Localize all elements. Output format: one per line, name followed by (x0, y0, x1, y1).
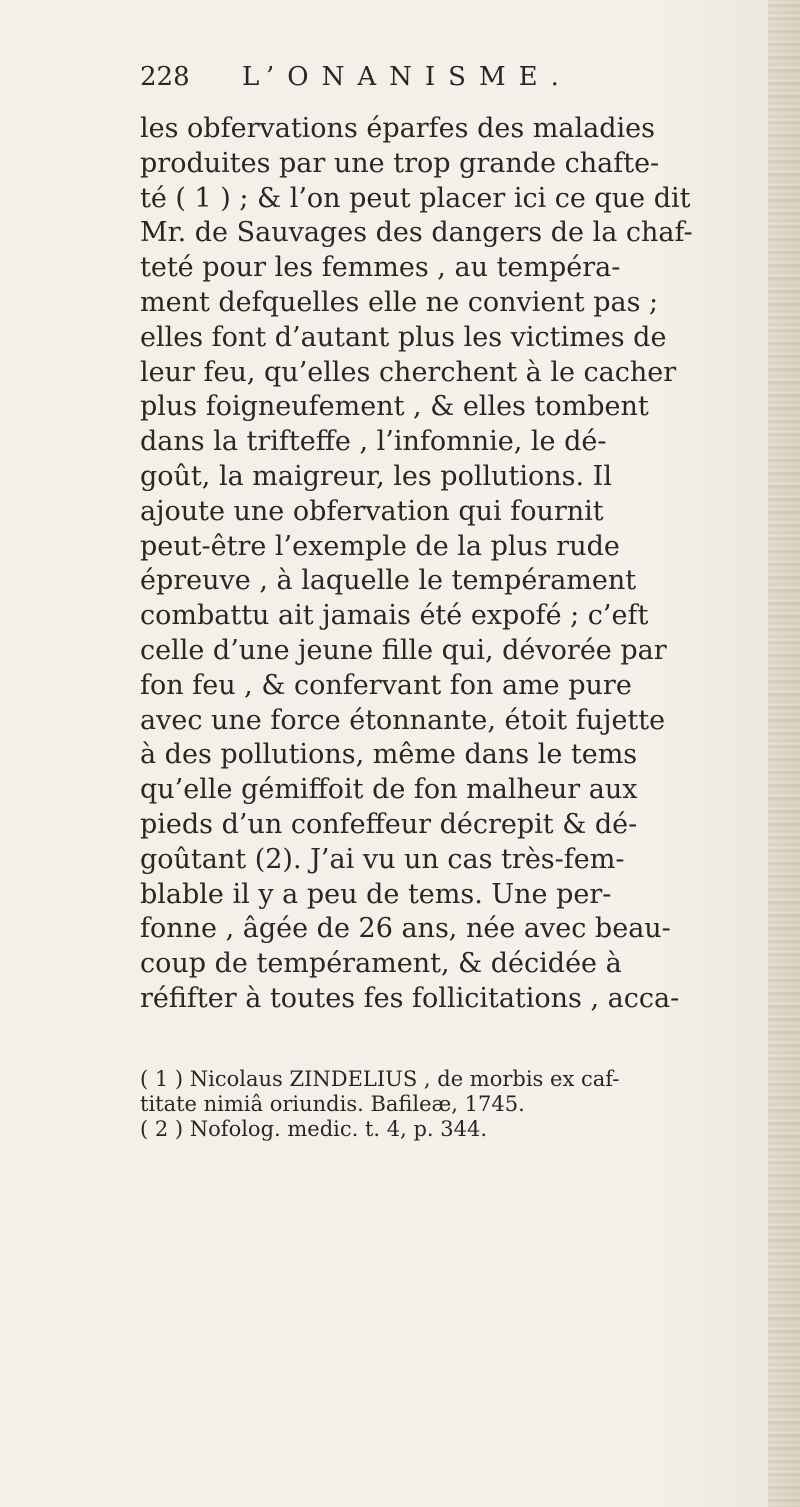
text-line: goût, la maigreur, les pollutions. Il (140, 460, 612, 492)
page-header (140, 62, 660, 102)
text-line: produites par une trop grande chafte- (140, 147, 660, 179)
body-text (140, 112, 700, 1017)
text-line: pieds d’un confeffeur décrepit & dé- (140, 808, 638, 840)
text-line: dans la trifteffe , l’infomnie, le dé- (140, 426, 607, 458)
page-edge (768, 0, 800, 1507)
text-line: qu’elle gémiffoit de fon malheur aux (140, 774, 638, 806)
text-line: goûtant (2). J’ai vu un cas très-fem- (140, 843, 625, 875)
text-line: épreuve , à laquelle le tempérament (140, 565, 637, 597)
text-line: à des pollutions, même dans le tems (140, 739, 638, 771)
text-line: celle d’une jeune fille qui, dévorée par (140, 634, 667, 666)
text-line: ment defquelles elle ne convient pas ; (140, 286, 659, 318)
text-line: blable il y a peu de tems. Une per- (140, 878, 612, 910)
text-line: les obfervations éparfes des maladies (140, 113, 655, 144)
running-title: L’ONANISME. (242, 62, 572, 92)
page-number: 228 (140, 62, 190, 92)
text-line: combattu ait jamais été expofé ; c’eft (140, 600, 649, 632)
footnote-2: ( 2 ) Nofolog. medic. t. 4, p. 344. (140, 1117, 488, 1141)
text-line: plus foigneufement , & elles tombent (140, 391, 649, 423)
text-line: réfifter à toutes fes follicitations , acca- (140, 982, 680, 1014)
text-line: Mr. de Sauvages des dangers de la chaf- (140, 217, 693, 249)
text-line: teté pour les femmes , au tempéra- (140, 252, 621, 284)
text-line: elles font d’autant plus les victimes de (140, 321, 667, 353)
footnote-1-continuation: titate nimiâ oriundis. Bafileæ, 1745. (140, 1092, 525, 1116)
text-line: té ( 1 ) ; & l’on peut placer ici ce que dit (140, 182, 691, 214)
text-line: fonne , âgée de 26 ans, née avec beau- (140, 913, 671, 945)
footnote-1: ( 1 ) Nicolaus ZINDELIUS , de morbis ex caf- (140, 1067, 620, 1091)
text-line: peut-être l’exemple de la plus rude (140, 530, 620, 562)
text-line: fon feu , & confervant fon ame pure (140, 669, 632, 701)
text-line: coup de tempérament, & décidée à (140, 948, 622, 980)
footnotes (140, 1067, 700, 1142)
text-line: avec une force étonnante, étoit fujette (140, 704, 666, 736)
text-line: ajoute une obfervation qui fournit (140, 495, 604, 527)
text-line: leur feu, qu’elles cherchent à le cacher (140, 356, 677, 388)
